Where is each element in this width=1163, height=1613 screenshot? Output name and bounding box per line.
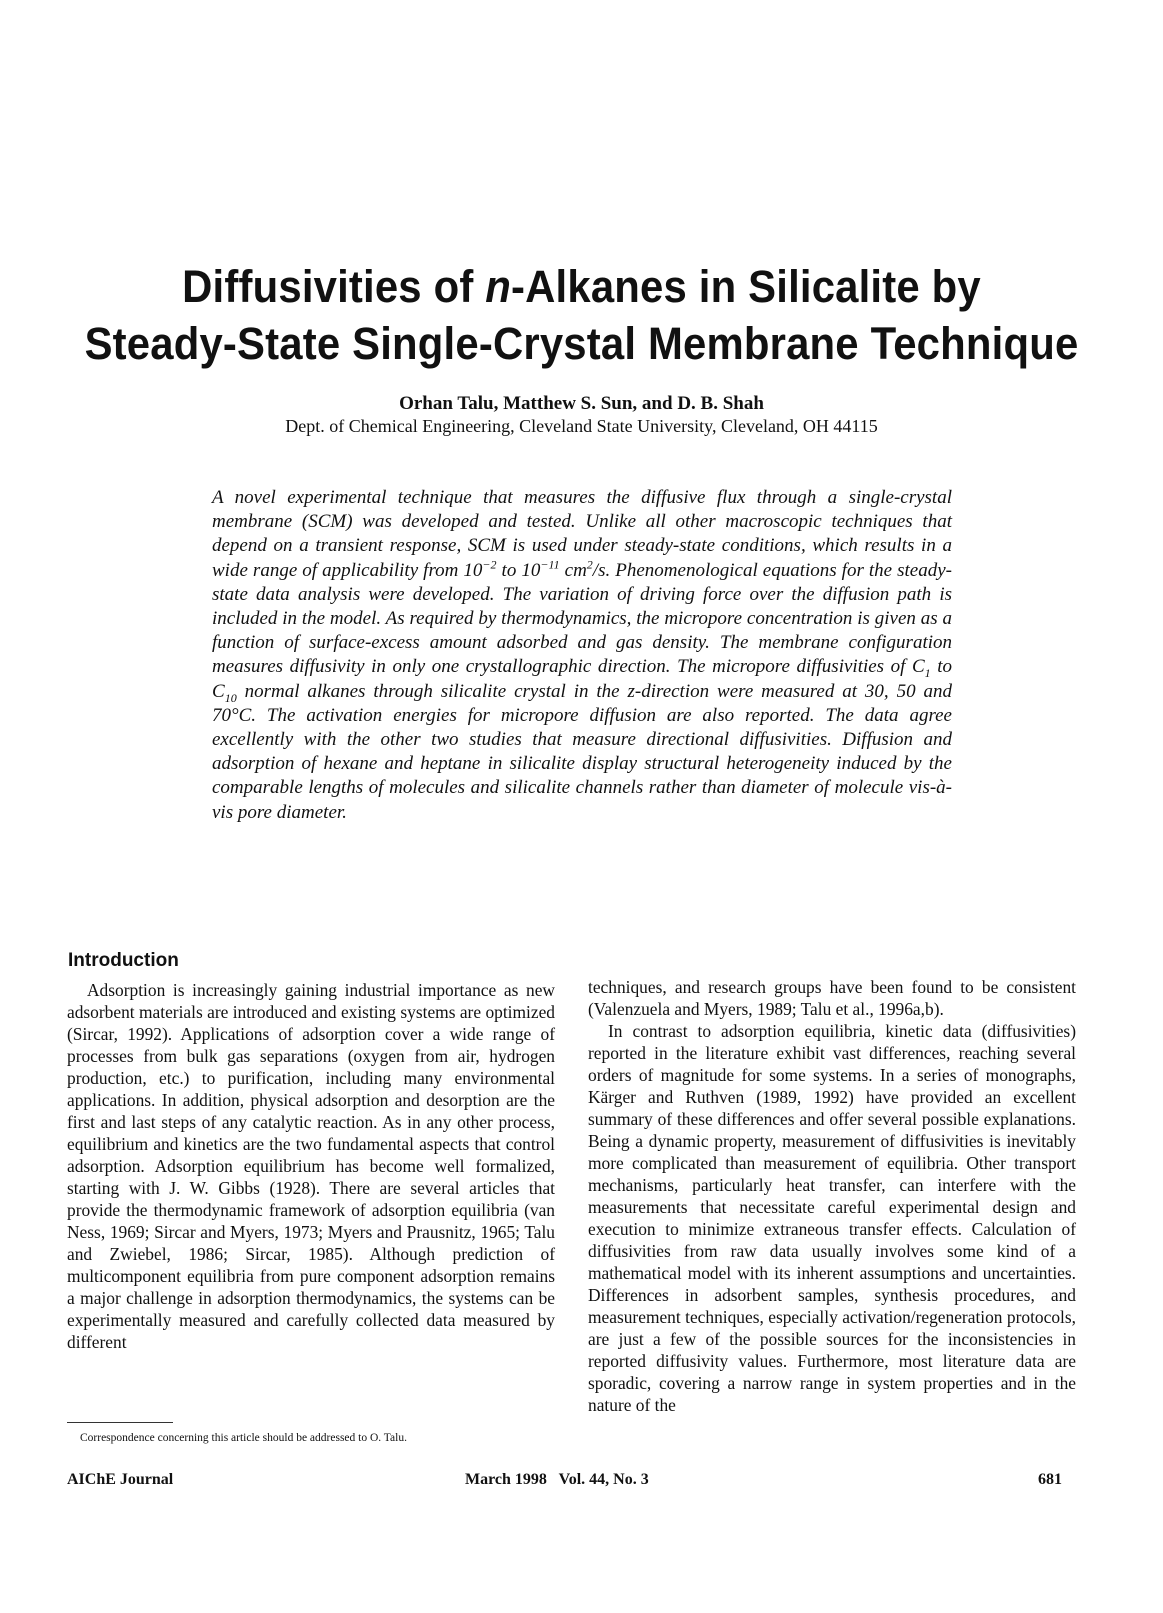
left-column xyxy=(67,979,555,1353)
title-line-1: Diffusivities of n-Alkanes in Silicalite by xyxy=(182,261,981,312)
section-heading-introduction: Introduction xyxy=(68,950,179,971)
paragraph: Adsorption is increasingly gaining industrial importance as new adsorbent materials are introduced and existing systems are optimized (Sircar, 1992). Applications of adsorption cover a wide range of processes from bulk gas separations (oxygen from air, hydrogen production, etc.) to purification, including many environmental applications. In addition, physical adsorption and desorption are the first and last steps of any catalytic reaction. As in any other process, equilibrium and kinetics are the two fundamental aspects that control adsorption. Adsorption equilibrium has become well formalized, starting with J. W. Gibbs (1928). There are several articles that provide the thermodynamic framework of adsorption equilibria (van Ness, 1969; Sircar and Myers, 1973; Myers and Prausnitz, 1965; Talu and Zwiebel, 1986; Sircar, 1985). Although prediction of multicomponent equilibria from pure component adsorption remains a major challenge in adsorption thermodynamics, the systems can be experimentally measured and carefully collected data measured by different xyxy=(67,980,555,1352)
title-line-2: Steady-State Single-Crystal Membrane Technique xyxy=(84,318,1079,369)
author-names: Orhan Talu, Matthew S. Sun, and D. B. Shah xyxy=(399,393,764,414)
footer-page-number: 681 xyxy=(1038,1471,1062,1488)
right-column xyxy=(588,976,1076,1416)
footnote: Correspondence concerning this article should be addressed to O. Talu. xyxy=(80,1432,407,1444)
paper-title xyxy=(41,258,1123,372)
footnote-rule xyxy=(67,1422,173,1423)
paragraph: techniques, and research groups have been found to be consistent (Valenzuela and Myers, 1989; Talu et al., 1996a,b). xyxy=(588,977,1076,1019)
author-affiliation: Dept. of Chemical Engineering, Cleveland State University, Cleveland, OH 44115 xyxy=(285,416,878,436)
abstract: A novel experimental technique that measures the diffusive flux through a single-crystal membrane (SCM) was developed and tested. Unlike all other macroscopic techniques that depend on a transient response, SCM is used under steady-state conditions, which results in a wide range of applicability from $10^{-2}$ to $10^{-11}$ $cm^2/s$. Phenomenological equations for the steady-state data analysis were developed. The variation of driving force over the diffusion path is included in the model. As required by thermodynamics, the micropore concentration is given as a function of surface-excess amount adsorbed and gas density. The membrane configuration measures diffusivity in only one crystallographic direction. The micropore diffusivities of $C_1$ to $C_{10}$ normal alkanes through silicalite crystal in the z-direction were measured at 30, 50 and 70°C. The activation energies for micropore diffusion are also reported. The data agree excellently with the other two studies that measure directional diffusivities. Diffusion and adsorption of hexane and heptane in silicalite display structural heterogeneity induced by the comparable lengths of molecules and silicalite channels rather than diameter of molecule vis-à-vis pore diameter. xyxy=(212,487,953,823)
paragraph: In contrast to adsorption equilibria, kinetic data (diffusivities) reported in the literature exhibit vast differences, reaching several orders of magnitude for some systems. In a series of monographs, Kärger and Ruthven (1989, 1992) have provided an excellent summary of these differences and offer several possible explanations. Being a dynamic property, measurement of diffusivities is inevitably more complicated than measurement of equilibria. Other transport mechanisms, particularly heat transfer, can interfere with the measurements that necessitate careful experimental design and execution to minimize extraneous transfer effects. Calculation of diffusivities from raw data usually involves some kind of a mathematical model with its inherent assumptions and uncertainties. Differences in adsorbent samples, synthesis procedures, and measurement techniques, especially activation/regeneration protocols, are just a few of the possible sources for the inconsistencies in reported diffusivity values. Furthermore, most literature data are sporadic, covering a narrow range in system properties and in the nature of the xyxy=(588,1021,1076,1415)
footer-journal: AIChE Journal xyxy=(67,1471,174,1488)
footer-issue: March 1998 Vol. 44, No. 3 xyxy=(465,1471,649,1488)
